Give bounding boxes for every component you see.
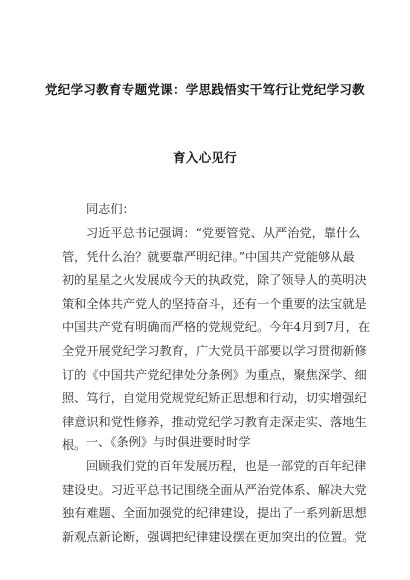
paragraph-1-line: 根。 xyxy=(62,438,87,453)
section-heading-1-text: 一、《条例》与时俱进要时时学 xyxy=(86,435,251,449)
paragraph-1-line: 照、笃行，自觉用党规党纪矫正思想和行动，切实增强纪 xyxy=(62,391,367,406)
paragraph-1-line: 律意识和党性修养，推动党纪学习教育走深走实、落地生 xyxy=(62,414,367,429)
document-title-line-2: 育入心见行 xyxy=(172,150,237,165)
paragraph-1-line: 订的《中国共产党纪律处分条例》为重点，聚焦深学、细 xyxy=(62,367,367,382)
salutation-text: 同志们： xyxy=(86,202,135,216)
paragraph-2-line: 建设史。习近平总书记围绕全面从严治党体系、解决大党 xyxy=(62,482,367,497)
paragraph-1-line: 中国共产党有明确而严格的党规党纪。今年4月到7月，在 xyxy=(62,320,371,335)
paragraph-2-line: 回顾我们党的百年发展历程，也是一部党的百年纪律 xyxy=(86,459,367,473)
section-heading-1 xyxy=(62,431,352,455)
paragraph-1 xyxy=(62,222,371,458)
paragraph-1-line: 习近平总书记强调：“党要管党、从严治党，靠什么 xyxy=(86,226,361,240)
paragraph-1-line: 管，凭什么治？就要靠严明纪律。”中国共产党能够从最 xyxy=(62,249,355,264)
paragraph-1-line: 策和全体共产党人的坚持奋斗，还有一个重要的法宝就是 xyxy=(62,296,367,311)
paragraph-2-line: 独有难题、全面加强党的纪律建设，提出了一系列新思想 xyxy=(62,506,367,521)
salutation xyxy=(62,198,352,222)
paragraph-2-line: 新观点新论断，强调把纪律建设摆在更加突出的位置。党 xyxy=(62,529,367,544)
paragraph-1-line: 全党开展党纪学习教育，广大党员干部要以学习贯彻新修 xyxy=(62,343,367,358)
document-title-line-1: 党纪学习教育专题党课：学思践悟实干笃行让党纪学习教 xyxy=(44,82,365,97)
paragraph-2 xyxy=(62,455,367,549)
paragraph-1-line: 初的星星之火发展成今天的执政党，除了领导人的英明决 xyxy=(62,273,367,288)
